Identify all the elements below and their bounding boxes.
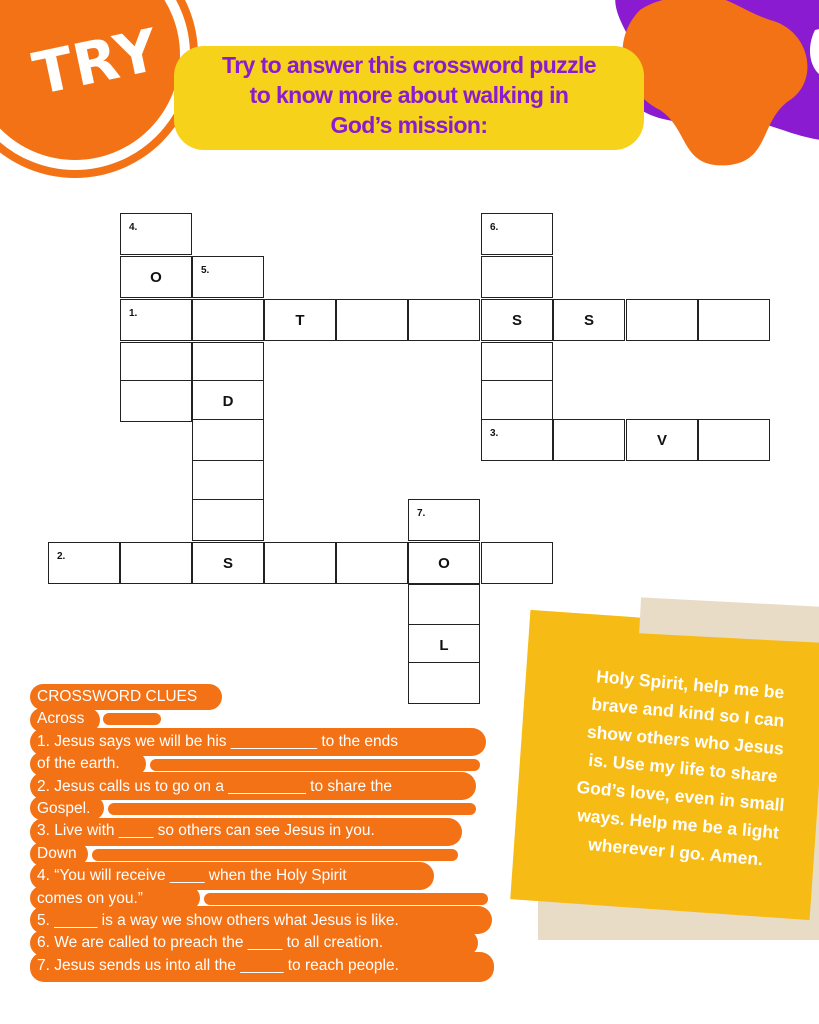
crossword-cell[interactable]: D xyxy=(192,380,264,422)
prayer-line: God’s love, even in small xyxy=(575,776,786,815)
crossword-cell[interactable] xyxy=(120,380,192,422)
crossword-cell[interactable]: 6. xyxy=(481,213,553,255)
crossword-cell[interactable] xyxy=(192,299,264,341)
clue-line: 3. Live with ____ so others can see Jesus in you. xyxy=(37,822,375,840)
prayer-line: brave and kind so I can xyxy=(590,693,786,731)
crossword-cell[interactable]: 2. xyxy=(48,542,120,584)
crossword-cell[interactable] xyxy=(553,419,625,461)
try-badge-text: TRY xyxy=(27,15,165,109)
crossword-cell[interactable] xyxy=(336,299,408,341)
crossword-cell[interactable]: O xyxy=(408,542,480,584)
crossword-cell[interactable]: 3. xyxy=(481,419,553,461)
clue-line: 4. “You will receive ____ when the Holy Spirit xyxy=(37,867,347,885)
headline-line: to know more about walking in xyxy=(249,82,569,108)
crossword-cell[interactable] xyxy=(481,256,553,298)
headline-line: Try to answer this crossword puzzle xyxy=(222,52,596,78)
prayer-line: show others who Jesus xyxy=(586,721,785,759)
crossword-cell[interactable] xyxy=(192,419,264,461)
clue-line: of the earth. xyxy=(37,755,120,773)
crossword-cell[interactable]: T xyxy=(264,299,336,341)
crossword-cell[interactable] xyxy=(120,342,192,384)
crossword-cell[interactable] xyxy=(408,584,480,626)
clues-section-label: Down xyxy=(37,844,77,862)
crossword-cell[interactable]: O xyxy=(120,256,192,298)
prayer-line: is. Use my life to share xyxy=(587,749,779,787)
crossword-cell[interactable] xyxy=(264,542,336,584)
crossword-cell[interactable] xyxy=(192,342,264,384)
crossword-cell[interactable]: 7. xyxy=(408,499,480,541)
clue-line: 7. Jesus sends us into all the _____ to reach people. xyxy=(37,956,399,974)
crossword-cell[interactable]: 1. xyxy=(120,299,192,341)
headline-line: God’s mission: xyxy=(330,112,488,138)
crossword-cell[interactable] xyxy=(192,460,264,502)
crossword-cell[interactable] xyxy=(408,299,480,341)
crossword-cell[interactable] xyxy=(698,419,770,461)
crossword-cell[interactable] xyxy=(192,499,264,541)
crossword-clues xyxy=(37,686,497,977)
crossword-cell[interactable]: S xyxy=(481,299,553,341)
clues-section-label: Across xyxy=(37,710,85,728)
crossword-cell[interactable] xyxy=(698,299,770,341)
prayer-line: ways. Help me be a light xyxy=(576,805,780,843)
clue-line: 6. We are called to preach the ____ to all creation. xyxy=(37,934,384,952)
crossword-cell[interactable] xyxy=(626,299,698,341)
crossword-cell[interactable]: S xyxy=(192,542,264,584)
crossword-cell[interactable] xyxy=(336,542,408,584)
crossword-cell[interactable]: 4. xyxy=(120,213,192,255)
crossword-cell[interactable] xyxy=(120,542,192,584)
clue-line: 2. Jesus calls us to go on a _________ to share the xyxy=(37,777,393,795)
crossword-cell[interactable]: S xyxy=(553,299,625,341)
crossword-cell[interactable]: V xyxy=(626,419,698,461)
crossword-cell[interactable] xyxy=(481,542,553,584)
crossword-cell[interactable]: 5. xyxy=(192,256,264,298)
prayer-line: Holy Spirit, help me be xyxy=(595,666,786,703)
crossword-cell[interactable] xyxy=(481,380,553,422)
crossword-cell[interactable] xyxy=(481,342,553,384)
clue-line: Gospel. xyxy=(37,800,91,818)
crossword-cell[interactable]: L xyxy=(408,624,480,666)
prayer-line: wherever I go. Amen. xyxy=(587,834,764,870)
clue-line: 1. Jesus says we will be his __________ to the ends xyxy=(37,732,399,750)
clue-line: 5. _____ is a way we show others what Jesus is like. xyxy=(37,912,399,930)
clue-line: comes on you.” xyxy=(37,889,143,907)
prayer-text xyxy=(550,659,816,876)
clues-heading: CROSSWORD CLUES xyxy=(37,688,198,705)
